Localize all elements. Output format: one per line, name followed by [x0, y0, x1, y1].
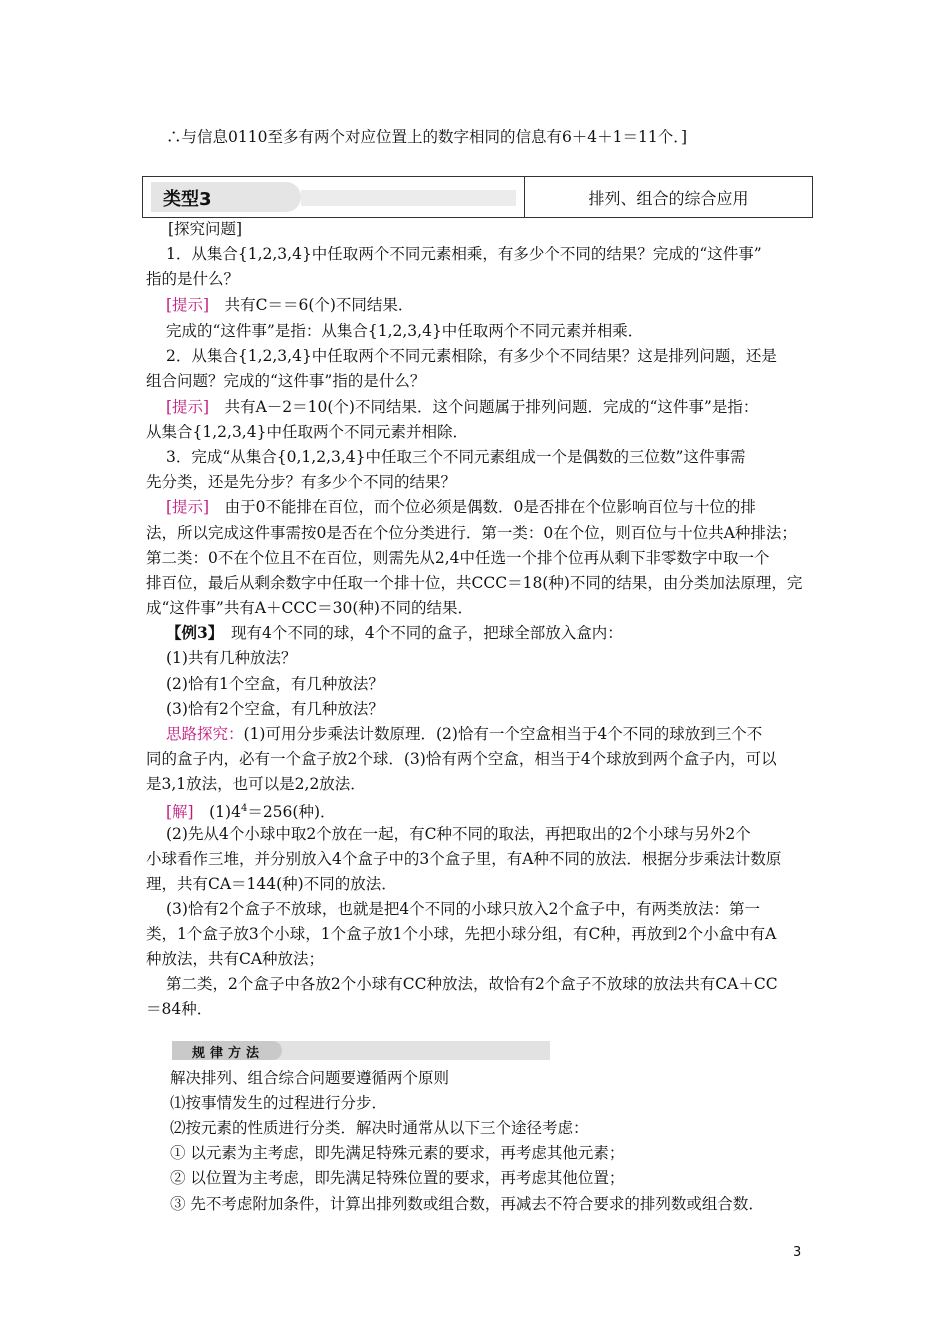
method-case3: ③ 先不考虑附加条件，计算出排列数或组合数，再减去不符合要求的排列数或组合数．	[170, 1195, 764, 1213]
solution-s3-line1: (3)恰有2个盒子不放球，也就是把4个不同的小球只放入2个盒子中，有两类放法：第一	[166, 900, 761, 918]
solution-s4-line2: ＝84种．	[146, 1000, 213, 1018]
solution-s2-line3: 理，共有CA＝144(种)不同的放法．	[146, 875, 397, 893]
example-part3: (3)恰有2个空盒，有几种放法？	[166, 700, 384, 718]
page-number: 3	[793, 1245, 802, 1260]
q3-line2: 先分类，还是先分步？有多少个不同的结果？	[146, 473, 457, 491]
idea-line2: 同的盒子内，必有一个盒子放2个球．(3)恰有两个空盒，相当于4个球放到两个盒子内，可以	[146, 750, 777, 768]
solution-s3-line2: 类，1个盒子放3个小球，1个盒子放1个小球，先把小球分组，有C种，再放到2个小盒中有A	[146, 925, 777, 943]
method-rule2: ⑵按元素的性质进行分类．解决时通常从以下三个途径考虑：	[170, 1119, 589, 1137]
example-text: 现有4个不同的球，4个不同的盒子，把球全部放入盒内：	[215, 624, 623, 642]
example-part1: (1)共有几种放法？	[166, 649, 297, 667]
a3-line4: 排百位，最后从剩余数字中任取一个排十位，共CCC＝18(种)不同的结果，由分类加法原理，完	[146, 574, 803, 592]
a1-text: 共有C＝＝6(个)不同结果．	[209, 296, 414, 314]
method-case1: ① 以元素为主考虑，即先满足特殊元素的要求，再考虑其他元素；	[170, 1144, 625, 1162]
q1-line2: 指的是什么？	[146, 270, 240, 288]
a1-line2: 完成的“这件事”是指：从集合{1,2,3,4}中任取两个不同元素并相乘．	[166, 322, 644, 340]
a1-line1	[166, 294, 413, 316]
solution-s1-pre: (1)4	[193, 803, 241, 822]
example-stem	[166, 622, 623, 644]
section-type-area	[143, 177, 524, 217]
a2-line1	[166, 396, 758, 418]
solution-s4-line1: 第二类，2个盒子中各放2个小球有CC种放法，故恰有2个盒子不放球的放法共有CA＋CC	[166, 975, 778, 993]
solution-s1-post: ＝256(种)．	[247, 803, 336, 822]
hint-label: [提示]	[166, 296, 210, 314]
q3-line1: 3．完成“从集合{0,1,2,3,4}中任取三个不同元素组成一个是偶数的三位数”这件事需	[166, 448, 746, 466]
example-label: 【例3】	[166, 623, 216, 642]
idea-line1	[166, 723, 762, 745]
solution-s3-line3: 种放法，共有CA种放法；	[146, 950, 325, 968]
idea-line3: 是3,1放法，也可以是2,2放法．	[146, 775, 366, 793]
a3-line3: 第二类：0不在个位且不在百位，则需先从2,4中任选一个排个位再从剩下非零数字中取一个	[146, 549, 770, 567]
hint-label: [提示]	[166, 398, 210, 416]
solution-s2-line1: (2)先从4个小球中取2个放在一起，有C种不同的取法，再把取出的2个小球与另外2个	[166, 825, 751, 843]
solution-line1	[166, 798, 336, 823]
section-title: 排列、组合的综合应用	[588, 188, 749, 208]
a3-line5: 成“这件事”共有A＋CCC＝30(种)不同的结果．	[146, 599, 473, 617]
explore-heading: [探究问题]	[168, 220, 243, 238]
a3-text: 由于0不能排在百位，而个位必须是偶数．0是否排在个位影响百位与十位的排	[209, 498, 756, 516]
method-header	[172, 1041, 550, 1060]
idea-label: 思路探究：	[166, 725, 244, 743]
solution-label: [解]	[166, 803, 194, 822]
a2-line2: 从集合{1,2,3,4}中任取两个不同元素并相除．	[146, 423, 468, 441]
a3-line1	[166, 496, 756, 518]
q1-line1: 1．从集合{1,2,3,4}中任取两个不同元素相乘，有多少个不同的结果？完成的“这件事”	[166, 245, 762, 263]
q2-line2: 组合问题？完成的“这件事”指的是什么？	[146, 372, 426, 390]
method-intro: 解决排列、组合综合问题要遵循两个原则	[170, 1069, 450, 1087]
a3-line2: 法，所以完成这件事需按0是否在个位分类进行．第一类：0在个位，则百位与十位共A种排法；	[146, 524, 797, 542]
header-decor-bar	[301, 190, 516, 206]
method-rule1: ⑴按事情发生的过程进行分步．	[170, 1094, 388, 1112]
method-label: 规律方法	[192, 1046, 265, 1061]
idea-text: (1)可用分步乘法计数原理．(2)恰有一个空盒相当于4个不同的球放到三个不	[243, 725, 763, 743]
section-type-label: 类型3	[163, 189, 212, 210]
q2-line1: 2．从集合{1,2,3,4}中任取两个不同元素相除，有多少个不同结果？这是排列问题，还是	[166, 347, 777, 365]
section-header	[142, 176, 813, 218]
intro-line: ∴与信息0110至多有两个对应位置上的数字相同的信息有6＋4＋1＝11个．]	[166, 128, 688, 146]
a2-text: 共有A－2＝10(个)不同结果．这个问题属于排列问题．完成的“这件事”是指：	[209, 398, 759, 416]
method-case2: ② 以位置为主考虑，即先满足特殊位置的要求，再考虑其他位置；	[170, 1169, 625, 1187]
example-part2: (2)恰有1个空盒，有几种放法？	[166, 675, 384, 693]
hint-label: [提示]	[166, 498, 210, 516]
solution-s1-exponent: 4	[240, 803, 248, 814]
solution-s2-line2: 小球看作三堆，并分别放入4个盒子中的3个盒子里，有A种不同的放法．根据分步乘法计数原	[146, 850, 782, 868]
